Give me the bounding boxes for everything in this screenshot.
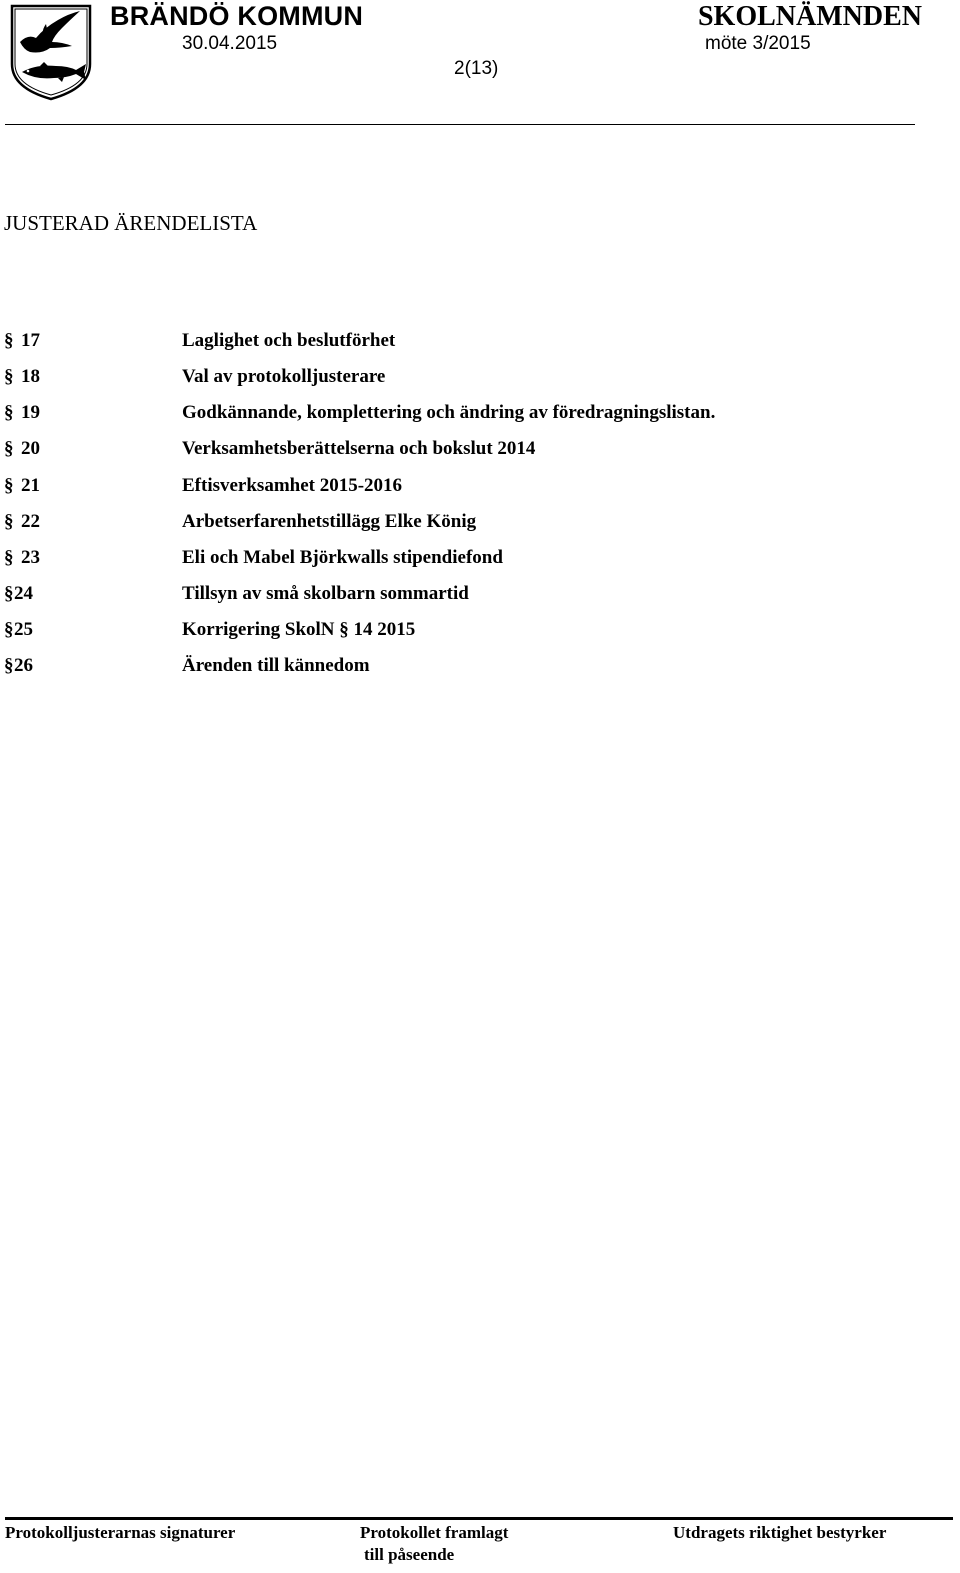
agenda-item <box>4 583 904 619</box>
agenda-item-title: Verksamhetsberättelserna och bokslut 2014 <box>182 438 536 460</box>
agenda-item-number: §25 <box>4 619 33 641</box>
meeting-date: 30.04.2015 <box>182 33 278 54</box>
agenda-item-number: § 19 <box>4 402 40 424</box>
header-divider <box>5 124 915 125</box>
footer-signatures-label: Protokolljusterarnas signaturer <box>5 1523 236 1542</box>
agenda-item <box>4 330 904 366</box>
agenda-item-number: § 23 <box>4 546 40 568</box>
agenda-item <box>4 619 904 655</box>
agenda-item-title: Eftisverksamhet 2015-2016 <box>182 474 403 496</box>
agenda-item-number: §24 <box>4 582 33 604</box>
footer-displayed-label-line2: till påseende <box>364 1545 455 1564</box>
agenda-item <box>4 402 904 438</box>
agenda-item-title: Eli och Mabel Björkwalls stipendiefond <box>182 546 503 568</box>
coat-of-arms-icon <box>6 2 96 102</box>
meeting-number: möte 3/2015 <box>705 33 811 54</box>
footer-certified-label: Utdragets riktighet bestyrker <box>673 1523 887 1542</box>
agenda-item-number: § 20 <box>4 438 40 460</box>
agenda-item-number: § 21 <box>4 474 40 496</box>
page-number: 2(13) <box>454 58 499 79</box>
agenda-item <box>4 547 904 583</box>
agenda-item-title: Ärenden till kännedom <box>182 655 370 677</box>
organization-name: BRÄNDÖ KOMMUN <box>110 1 364 31</box>
agenda-item-title: Laglighet och beslutförhet <box>182 330 396 351</box>
committee-name: SKOLNÄMNDEN <box>697 1 922 32</box>
agenda-item <box>4 366 904 402</box>
agenda-item-title: Arbetserfarenhetstillägg Elke König <box>182 510 477 532</box>
agenda-item-title: Val av protokolljusterare <box>182 366 386 388</box>
agenda-item-number: § 18 <box>4 366 40 388</box>
agenda-item <box>4 438 904 474</box>
agenda-item-title: Godkännande, komplettering och ändring av föredragningslistan. <box>182 402 716 424</box>
footer-displayed-label: Protokollet framlagt <box>360 1523 509 1542</box>
agenda-item <box>4 475 904 511</box>
document-title: JUSTERAD ÄRENDELISTA <box>4 211 258 235</box>
agenda-list <box>4 330 904 691</box>
agenda-item-number: § 17 <box>4 330 40 351</box>
footer-divider <box>5 1517 953 1520</box>
agenda-item-number: § 22 <box>4 510 40 532</box>
agenda-item-title: Korrigering SkolN § 14 2015 <box>182 619 416 641</box>
agenda-item <box>4 511 904 547</box>
agenda-item-title: Tillsyn av små skolbarn sommartid <box>182 582 469 604</box>
agenda-item <box>4 655 904 691</box>
agenda-item-number: §26 <box>4 655 33 677</box>
